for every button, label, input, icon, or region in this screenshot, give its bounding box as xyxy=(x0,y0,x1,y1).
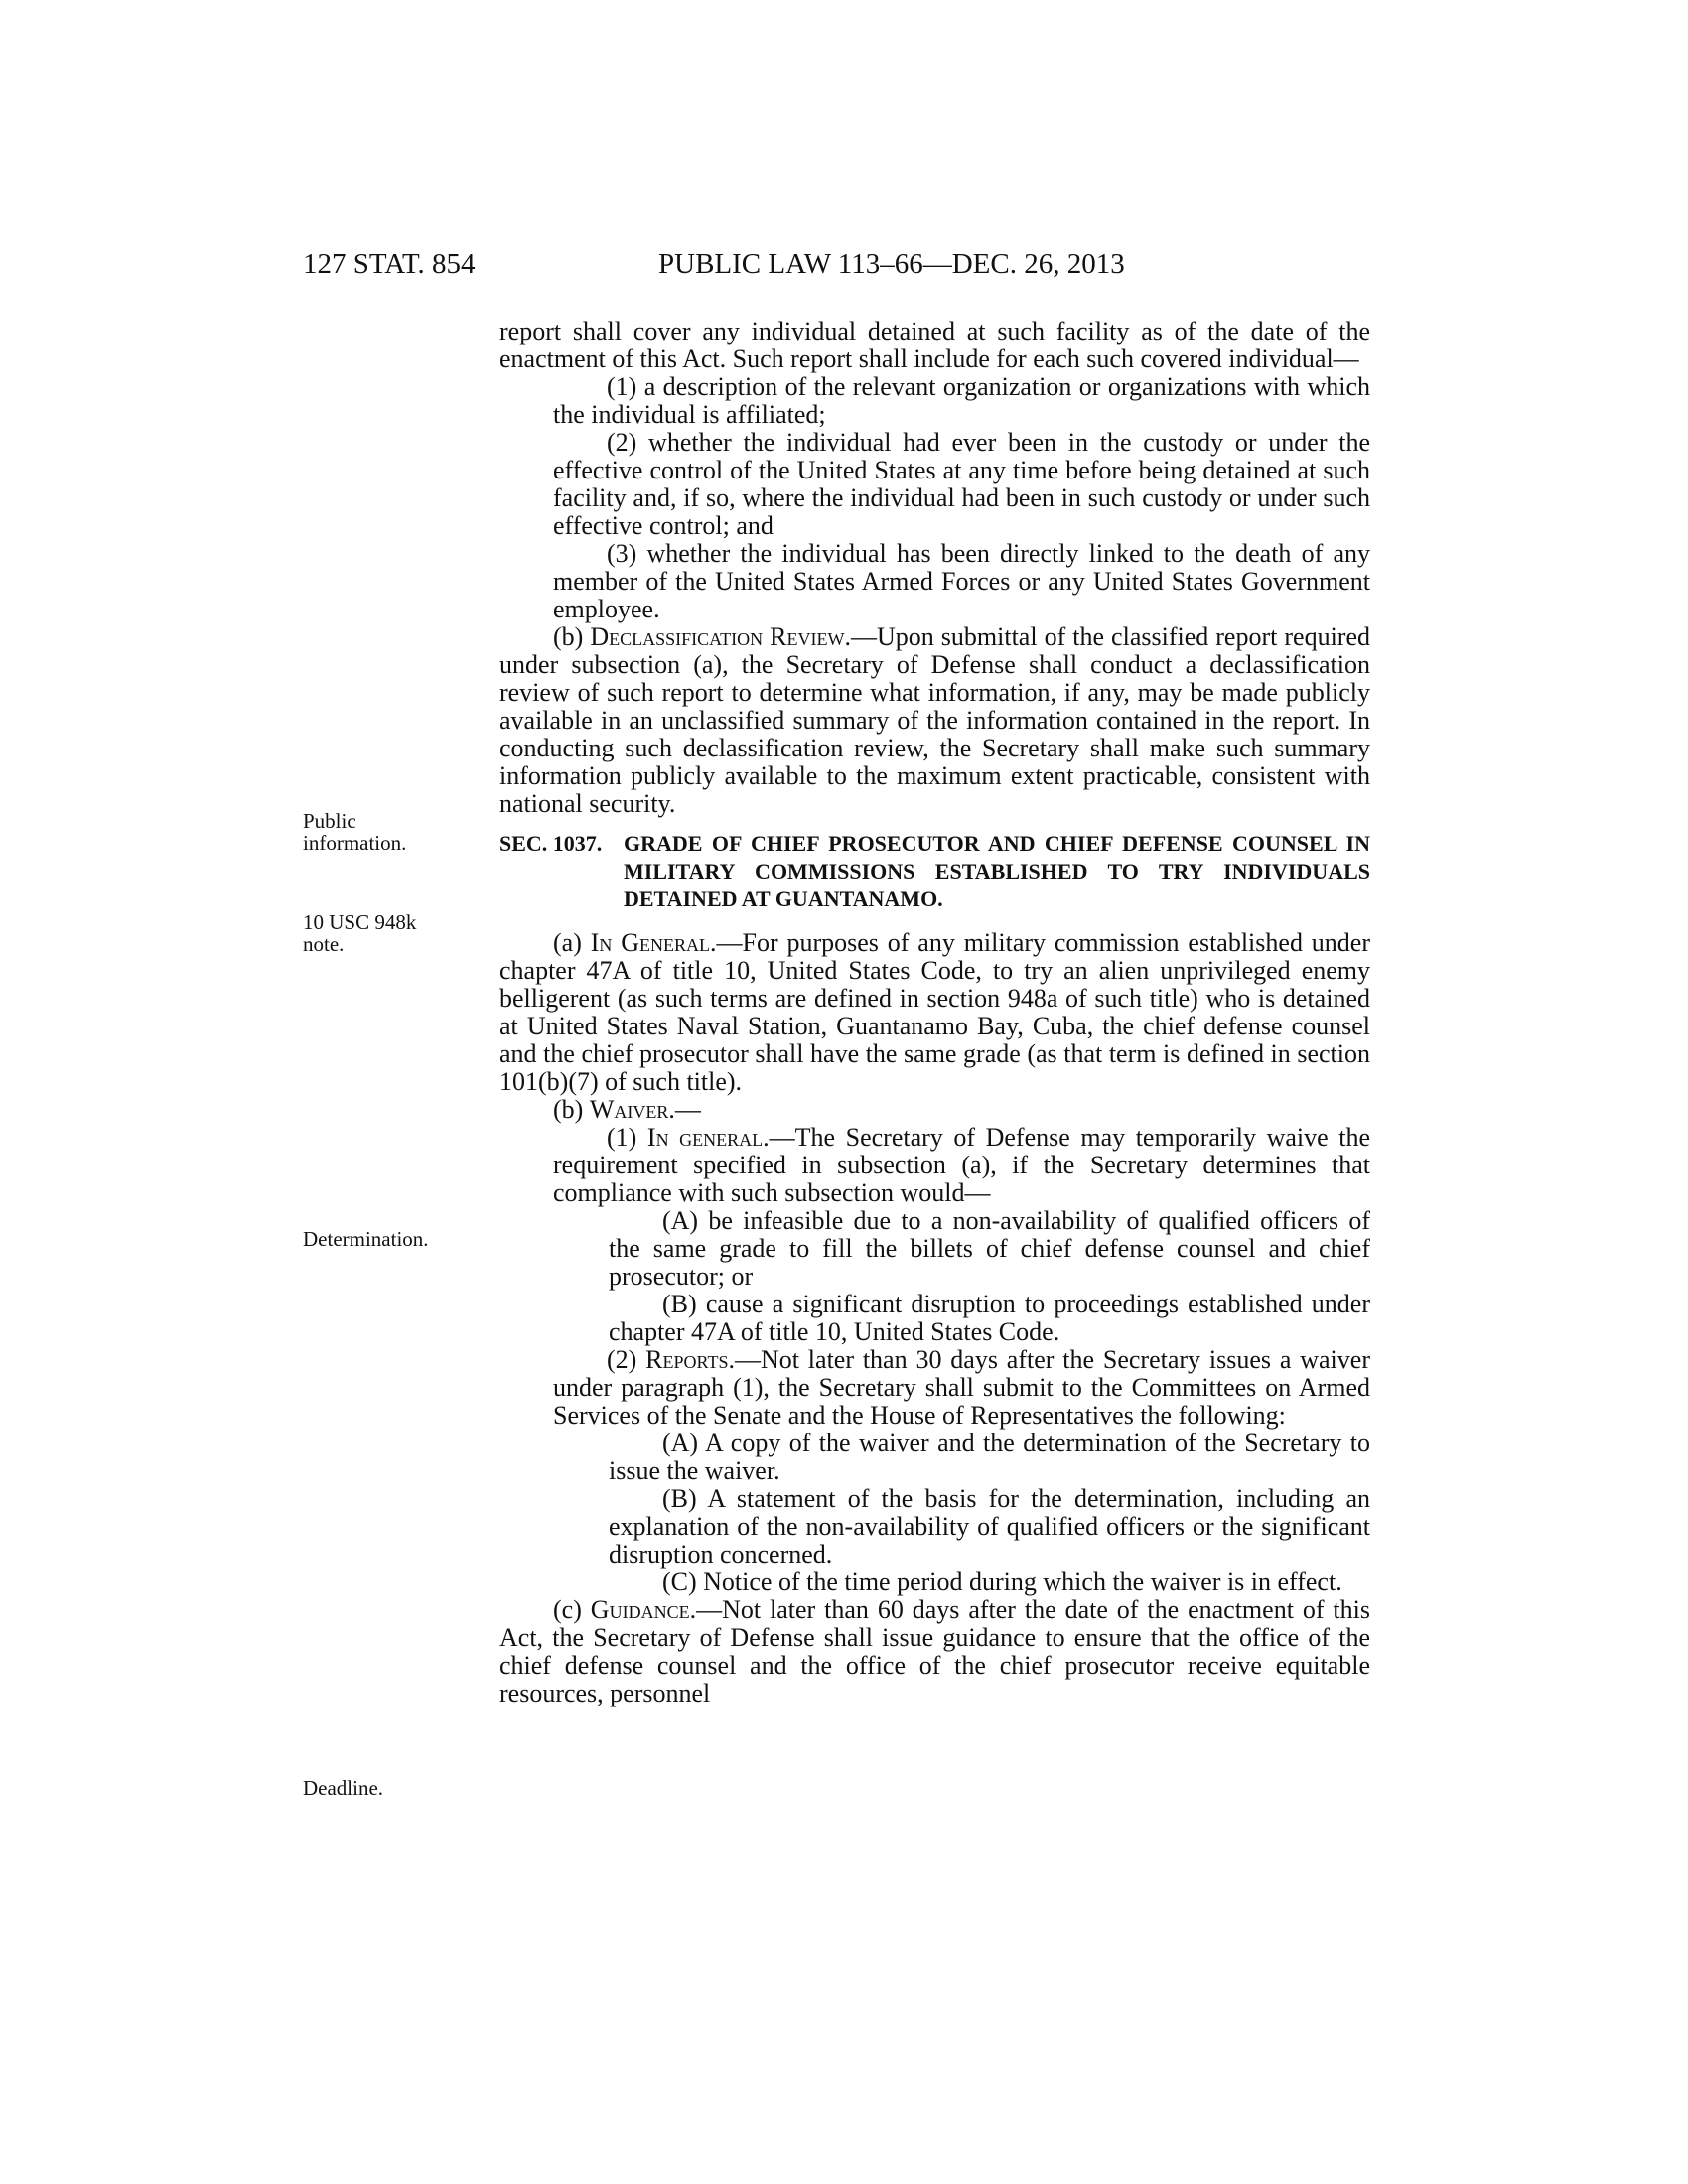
subparagraph-2-C: (C) Notice of the time period during which the waiver is in effect. xyxy=(662,1568,1342,1596)
margin-note-public-information: Public information. xyxy=(303,809,407,855)
paragraph-2-reports xyxy=(499,1346,1370,1430)
subsection-b-waiver xyxy=(499,1096,1370,1124)
paragraph-text: .—The Secretary of Defense may temporarily waive the requirement specified in subsection (a), if the Secretary determines that compliance with such subsection would— xyxy=(553,1123,1370,1207)
subsection-b-declassification xyxy=(499,623,1370,818)
section-number: SEC. 1037. xyxy=(499,831,603,856)
list-item-3: (3) whether the individual has been directly linked to the death of any member of the United States Armed Forces or any United States Government employee. xyxy=(553,539,1370,623)
margin-note-deadline: Deadline. xyxy=(303,1776,384,1800)
section-title: GRADE OF CHIEF PROSECUTOR AND CHIEF DEFENSE COUNSEL IN MILITARY COMMISSIONS ESTABLISHED TO TRY INDIVIDUALS DETAINED AT GUANTANAMO. xyxy=(624,831,1370,911)
subsection-label: (a) xyxy=(553,928,591,957)
subsection-c-guidance xyxy=(499,1596,1370,1707)
subsection-label: (b) xyxy=(553,622,591,651)
paragraph-label: (1) xyxy=(607,1123,647,1152)
subsection-text: .—Not later than 60 days after the date of the enactment of this Act, the Secretary of Defense shall issue guidance to ensure that the office of the chief defense counsel and the office of the chief prosecutor receive equitable resources, personnel xyxy=(499,1595,1370,1707)
page-stat-reference: 127 STAT. 854 xyxy=(303,248,476,280)
margin-note-determination: Determination. xyxy=(303,1227,429,1251)
subparagraph-2-B: (B) A statement of the basis for the determination, including an explanation of the non-availability of qualified officers or the significant disruption concerned. xyxy=(609,1484,1370,1569)
subsection-label: (c) xyxy=(553,1595,591,1624)
paragraph-text: .—Not later than 30 days after the Secretary issues a waiver under paragraph (1), the Secretary shall submit to the Committees on Armed Services of the Senate and the House of Representatives the following: xyxy=(553,1345,1370,1430)
subparagraph-1-B: (B) cause a significant disruption to proceedings established under chapter 47A of title 10, United States Code. xyxy=(609,1290,1370,1346)
subsection-label: (b) xyxy=(553,1095,590,1124)
subsection-heading: Waiver xyxy=(589,1095,669,1124)
paragraph-heading: Reports xyxy=(645,1345,729,1374)
paragraph-1-in-general xyxy=(499,1124,1370,1207)
subparagraph-2-A: (A) A copy of the waiver and the determination of the Secretary to issue the waiver. xyxy=(609,1429,1370,1485)
section-heading xyxy=(499,830,1370,913)
statute-body xyxy=(499,318,1370,1707)
subsection-text: .—Upon submittal of the classified report required under subsection (a), the Secretary of Defense shall conduct a declassification review of such report to determine what information, if any, may be made publicly available in an unclassified summary of the information contained in the report. In conducting such declassification review, the Secretary shall make such summary information publicly available to the maximum extent practicable, consistent with national security. xyxy=(499,622,1370,818)
list-item-2: (2) whether the individual had ever been in the custody or under the effective control of the United States at any time before being detained at such facility and, if so, where the individual had been in such custody or under such effective control; and xyxy=(553,428,1370,540)
subsection-text: .—For purposes of any military commission established under chapter 47A of title 10, United States Code, to try an alien unprivileged enemy belligerent (as such terms are defined in section 948a of such title) who is detained at United States Naval Station, Guantanamo Bay, Cuba, the chief defense counsel and the chief prosecutor shall have the same grade (as that term is defined in section 101(b)(7) of such title). xyxy=(499,928,1370,1096)
paragraph-label: (2) xyxy=(607,1345,646,1374)
paragraph-heading: In general xyxy=(646,1123,764,1152)
subsection-text: .— xyxy=(668,1095,701,1124)
intro-paragraph: report shall cover any individual detained at such facility as of the date of the enactment of this Act. Such report shall include for each such covered individual— xyxy=(499,317,1370,373)
running-header: PUBLIC LAW 113–66—DEC. 26, 2013 xyxy=(658,248,1125,280)
margin-note-usc-reference: 10 USC 948k note. xyxy=(303,910,417,956)
subsection-a-in-general xyxy=(499,929,1370,1096)
subparagraph-1-A: (A) be infeasible due to a non-availability of qualified officers of the same grade to fill the billets of chief defense counsel and chief prosecutor; or xyxy=(609,1206,1370,1291)
list-item-1: (1) a description of the relevant organization or organizations with which the individual is affiliated; xyxy=(553,372,1370,429)
subsection-heading: In General xyxy=(590,928,711,957)
subsection-heading: Guidance xyxy=(590,1595,690,1624)
subsection-heading: Declassification Review xyxy=(590,622,845,651)
